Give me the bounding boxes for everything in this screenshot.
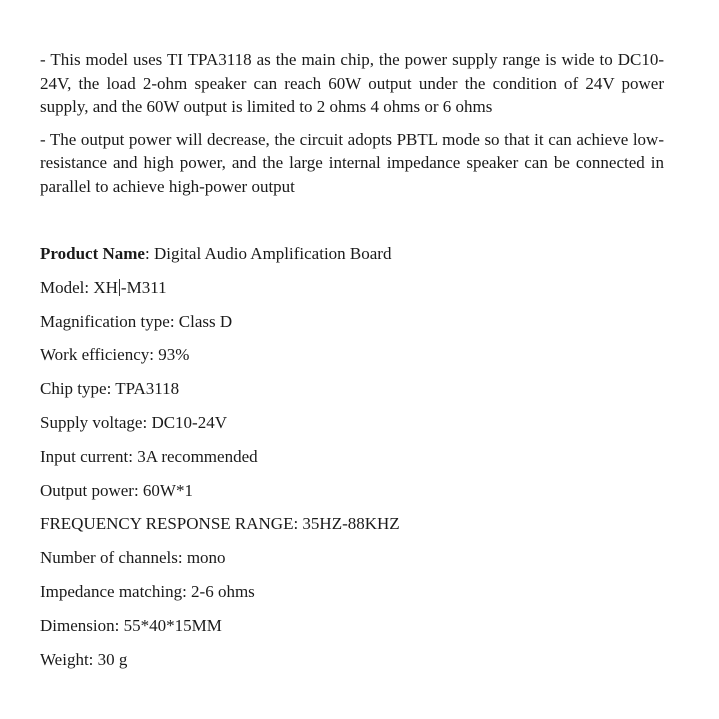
spec-model-suffix: -M311 bbox=[120, 277, 167, 297]
description-paragraph-1: - This model uses TI TPA3118 as the main chip, the power supply range is wide to DC10-24V, the load 2-ohm speaker can reach 60W output under the condition of 24V power supply, and the 60W output is limited to 2 ohms 4 ohms or 6 ohms bbox=[40, 50, 664, 116]
description-section bbox=[40, 48, 664, 198]
spec-magnification-type: Magnification type: Class D bbox=[40, 311, 233, 331]
spec-work-efficiency: Work efficiency: 93% bbox=[40, 345, 190, 365]
spec-model-prefix: Model: XH bbox=[40, 277, 118, 297]
spec-list bbox=[40, 242, 680, 681]
spec-product-name-label: Product Name bbox=[40, 244, 145, 263]
spec-input-current: Input current: 3A recommended bbox=[40, 446, 258, 466]
spec-output-power: Output power: 60W*1 bbox=[40, 480, 193, 500]
spec-dimension: Dimension: 55*40*15MM bbox=[40, 615, 222, 635]
spec-impedance: Impedance matching: 2-6 ohms bbox=[40, 581, 255, 601]
spec-product-name bbox=[40, 242, 680, 276]
spec-model bbox=[40, 276, 680, 310]
spec-frequency-response: FREQUENCY RESPONSE RANGE: 35HZ-88KHZ bbox=[40, 514, 400, 534]
text-cursor bbox=[119, 279, 120, 296]
spec-chip-type: Chip type: TPA3118 bbox=[40, 379, 180, 399]
spec-supply-voltage: Supply voltage: DC10-24V bbox=[40, 412, 227, 432]
spec-channels: Number of channels: mono bbox=[40, 548, 226, 568]
description-paragraph-2: - The output power will decrease, the circuit adopts PBTL mode so that it can achieve low-resistance and high power, and the large internal impedance speaker can be connected in parallel to achieve high-power output bbox=[40, 129, 664, 196]
spec-product-name-value: : Digital Audio Amplification Board bbox=[144, 244, 392, 263]
spec-weight: Weight: 30 g bbox=[40, 649, 128, 669]
